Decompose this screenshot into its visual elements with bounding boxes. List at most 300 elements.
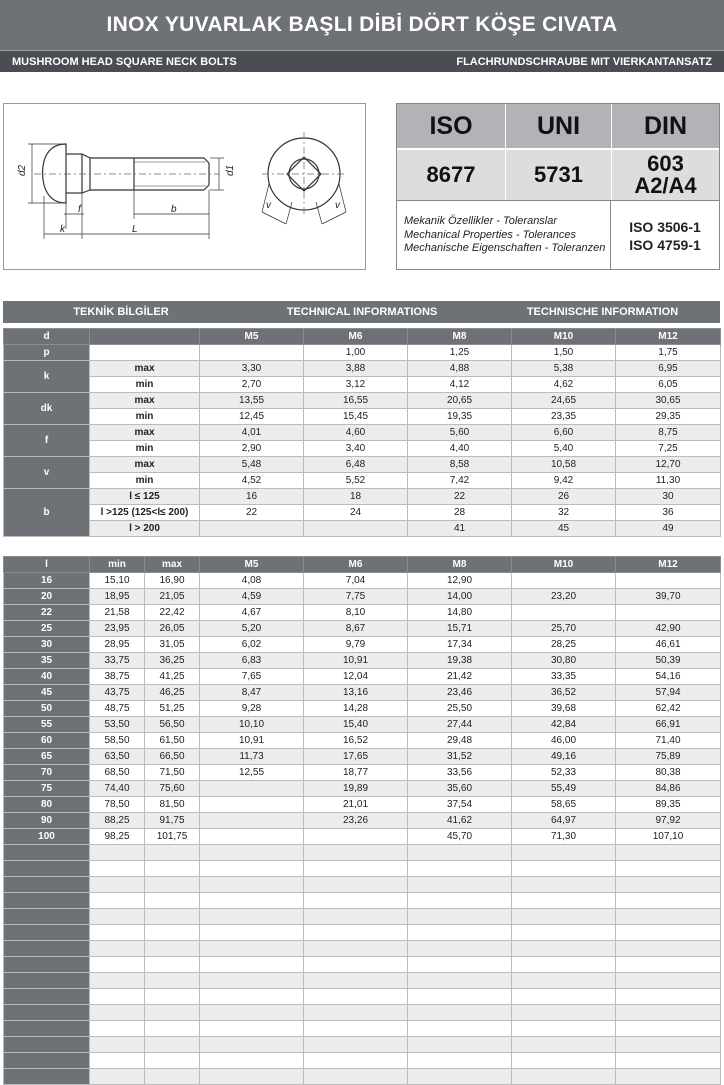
- weights-cell: 28,95: [90, 637, 145, 653]
- weights-cell: 66,50: [145, 749, 200, 765]
- weights-cell: 8,47: [200, 685, 304, 701]
- weights-cell: [616, 1021, 721, 1037]
- weights-cell: 9,28: [200, 701, 304, 717]
- weights-cell: 89,35: [616, 797, 721, 813]
- weights-cell: [616, 605, 721, 621]
- weights-row: [4, 669, 721, 685]
- weights-cell: [200, 845, 304, 861]
- weights-cell: 4,59: [200, 589, 304, 605]
- subtitle-bar: [0, 50, 724, 72]
- weights-cell: [145, 861, 200, 877]
- dims-row: [4, 377, 721, 393]
- weights-cell: 41,25: [145, 669, 200, 685]
- weights-cell: 58,50: [90, 733, 145, 749]
- dims-cell: 16: [200, 489, 304, 505]
- weights-cell: 48,75: [90, 701, 145, 717]
- weights-cell: 46,61: [616, 637, 721, 653]
- section-label-tr: TEKNİK BİLGİLER: [73, 306, 169, 318]
- weights-cell: [145, 1005, 200, 1021]
- dims-cell: [200, 345, 304, 361]
- dims-row: [4, 489, 721, 505]
- weights-cell: [512, 957, 616, 973]
- weights-cell: [200, 829, 304, 845]
- weights-cell: [145, 941, 200, 957]
- weights-cell: 74,40: [90, 781, 145, 797]
- dims-cell: 6,95: [616, 361, 721, 377]
- weights-row: [4, 989, 721, 1005]
- weights-cell: [616, 1069, 721, 1085]
- dim-label-d2: d2: [17, 164, 28, 176]
- page-title: INOX YUVARLAK BAŞLI DİBİ DÖRT KÖŞE CIVATA: [0, 0, 724, 50]
- dims-row-sublabel: min: [90, 409, 200, 425]
- weights-cell: 12,55: [200, 765, 304, 781]
- weights-cell: 45,70: [408, 829, 512, 845]
- weights-row: [4, 797, 721, 813]
- weights-cell: [408, 893, 512, 909]
- weights-cell: [408, 1037, 512, 1053]
- weights-cell: 91,75: [145, 813, 200, 829]
- dims-row-sublabel: max: [90, 425, 200, 441]
- dims-cell: 23,35: [512, 409, 616, 425]
- weights-header-cell: M12: [616, 557, 721, 573]
- dims-cell: 5,52: [304, 473, 408, 489]
- dims-row-sublabel: max: [90, 361, 200, 377]
- weights-cell: 4,08: [200, 573, 304, 589]
- weights-cell: [408, 1021, 512, 1037]
- weights-length-label: [4, 1021, 90, 1037]
- tolerance-notes: [397, 201, 611, 270]
- subtitle-german: FLACHRUNDSCHRAUBE MIT VIERKANTANSATZ: [456, 55, 712, 68]
- weights-length-label: [4, 989, 90, 1005]
- weights-row: [4, 621, 721, 637]
- weights-cell: 58,65: [512, 797, 616, 813]
- weights-cell: [90, 1021, 145, 1037]
- weights-cell: 11,73: [200, 749, 304, 765]
- weights-header-cell: M5: [200, 557, 304, 573]
- dims-cell: 4,60: [304, 425, 408, 441]
- dims-row-label: v: [4, 457, 90, 489]
- weights-row: [4, 653, 721, 669]
- weights-cell: [90, 1069, 145, 1085]
- weights-length-label: [4, 893, 90, 909]
- weights-cell: 18,95: [90, 589, 145, 605]
- weights-cell: 33,35: [512, 669, 616, 685]
- weights-cell: 36,25: [145, 653, 200, 669]
- din-number: 603: [647, 151, 684, 176]
- dims-row-sublabel: min: [90, 473, 200, 489]
- dims-cell: 12,45: [200, 409, 304, 425]
- weights-cell: 52,33: [512, 765, 616, 781]
- dims-cell: 1,75: [616, 345, 721, 361]
- weights-cell: [304, 893, 408, 909]
- subtitle-english: MUSHROOM HEAD SQUARE NECK BOLTS: [12, 55, 237, 68]
- weights-cell: [90, 893, 145, 909]
- weights-cell: [304, 1005, 408, 1021]
- weights-cell: [304, 1037, 408, 1053]
- weights-cell: [512, 1037, 616, 1053]
- weights-cell: [90, 877, 145, 893]
- weights-cell: 19,38: [408, 653, 512, 669]
- weights-cell: 7,65: [200, 669, 304, 685]
- dims-cell: 3,12: [304, 377, 408, 393]
- weights-cell: [200, 973, 304, 989]
- weights-cell: 84,86: [616, 781, 721, 797]
- weights-cell: [616, 893, 721, 909]
- section-header-bar: [3, 301, 720, 323]
- weights-cell: [512, 941, 616, 957]
- weights-cell: [408, 973, 512, 989]
- weights-cell: [512, 925, 616, 941]
- dims-cell: 4,12: [408, 377, 512, 393]
- weights-cell: [145, 989, 200, 1005]
- weights-cell: [90, 909, 145, 925]
- weights-cell: [408, 941, 512, 957]
- weights-cell: [512, 1021, 616, 1037]
- section-label-de: TECHNISCHE INFORMATION: [526, 306, 679, 318]
- dims-cell: 29,35: [616, 409, 721, 425]
- weights-cell: [304, 1053, 408, 1069]
- weights-cell: [512, 1053, 616, 1069]
- dims-cell: 9,42: [512, 473, 616, 489]
- dims-header-cell: M10: [512, 329, 616, 345]
- weights-cell: [145, 925, 200, 941]
- weights-row: [4, 813, 721, 829]
- weights-cell: 43,75: [90, 685, 145, 701]
- dims-cell: 20,65: [408, 393, 512, 409]
- weights-cell: [512, 605, 616, 621]
- weights-cell: [512, 893, 616, 909]
- weights-cell: [408, 925, 512, 941]
- weights-cell: 15,10: [90, 573, 145, 589]
- weights-cell: [408, 1069, 512, 1085]
- section-label-en: TECHNICAL INFORMATIONS: [286, 306, 438, 318]
- weights-cell: 71,50: [145, 765, 200, 781]
- weights-cell: [145, 845, 200, 861]
- weights-cell: 42,84: [512, 717, 616, 733]
- dims-cell: 16,55: [304, 393, 408, 409]
- material-grade: A2/A4: [634, 173, 697, 198]
- weights-cell: 16,52: [304, 733, 408, 749]
- weights-cell: 71,30: [512, 829, 616, 845]
- weights-cell: 21,05: [145, 589, 200, 605]
- weights-cell: 26,05: [145, 621, 200, 637]
- dims-cell: 4,88: [408, 361, 512, 377]
- weights-cell: 23,26: [304, 813, 408, 829]
- dims-row: [4, 441, 721, 457]
- weights-header-cell: M10: [512, 557, 616, 573]
- weights-cell: [512, 573, 616, 589]
- note-de: Mechanische Eigenschaften - Toleranzen: [404, 242, 606, 254]
- weights-cell: 16,90: [145, 573, 200, 589]
- weights-cell: [512, 973, 616, 989]
- weights-length-label: 35: [4, 653, 90, 669]
- weights-cell: [408, 957, 512, 973]
- weights-cell: 14,80: [408, 605, 512, 621]
- dims-cell: 7,25: [616, 441, 721, 457]
- weights-row: [4, 637, 721, 653]
- weights-cell: [408, 861, 512, 877]
- dims-row: [4, 393, 721, 409]
- weights-cell: [304, 1021, 408, 1037]
- weights-cell: [145, 909, 200, 925]
- dims-row-label: dk: [4, 393, 90, 425]
- weights-cell: 66,91: [616, 717, 721, 733]
- weights-cell: 28,25: [512, 637, 616, 653]
- weights-cell: 33,56: [408, 765, 512, 781]
- weights-cell: [408, 877, 512, 893]
- weights-length-label: 22: [4, 605, 90, 621]
- weights-cell: 61,50: [145, 733, 200, 749]
- weights-row: [4, 957, 721, 973]
- weights-length-label: [4, 845, 90, 861]
- bolt-drawing: [4, 104, 365, 269]
- dims-cell: 3,40: [304, 441, 408, 457]
- weights-length-label: 65: [4, 749, 90, 765]
- weights-length-label: [4, 1005, 90, 1021]
- weights-cell: [408, 1005, 512, 1021]
- weights-cell: 13,16: [304, 685, 408, 701]
- dims-cell: 4,52: [200, 473, 304, 489]
- weights-cell: 57,94: [616, 685, 721, 701]
- weights-cell: [200, 989, 304, 1005]
- weights-length-label: 25: [4, 621, 90, 637]
- dim-label-d1: d1: [225, 164, 236, 176]
- weights-row: [4, 829, 721, 845]
- dims-cell: 30,65: [616, 393, 721, 409]
- dim-label-v-left: v: [266, 200, 271, 211]
- weights-row: [4, 685, 721, 701]
- weights-cell: 63,50: [90, 749, 145, 765]
- weights-cell: 12,90: [408, 573, 512, 589]
- weights-header-cell: M8: [408, 557, 512, 573]
- weights-row: [4, 973, 721, 989]
- weights-header-row: [4, 557, 721, 573]
- dims-cell: 4,40: [408, 441, 512, 457]
- weights-cell: [200, 797, 304, 813]
- dims-row-sublabel: max: [90, 457, 200, 473]
- weights-length-label: [4, 957, 90, 973]
- weights-cell: [90, 925, 145, 941]
- weights-cell: 101,75: [145, 829, 200, 845]
- weights-cell: 14,00: [408, 589, 512, 605]
- weights-cell: [616, 573, 721, 589]
- dims-cell: [200, 521, 304, 537]
- weights-cell: 31,05: [145, 637, 200, 653]
- iso-references: [611, 201, 719, 270]
- weights-cell: [512, 989, 616, 1005]
- dims-row: [4, 409, 721, 425]
- weights-cell: [200, 1037, 304, 1053]
- weights-length-label: [4, 877, 90, 893]
- weights-length-label: 100: [4, 829, 90, 845]
- dims-header-row: [4, 329, 721, 345]
- standard-din-value: [612, 148, 719, 200]
- weights-length-label: 40: [4, 669, 90, 685]
- dims-row-label: p: [4, 345, 90, 361]
- dims-cell: 3,88: [304, 361, 408, 377]
- weights-cell: [616, 1053, 721, 1069]
- dim-label-b: b: [171, 204, 177, 215]
- weights-cell: [90, 957, 145, 973]
- dims-cell: 1,00: [304, 345, 408, 361]
- note-en: Mechanical Properties - Tolerances: [404, 228, 577, 241]
- weights-cell: 39,70: [616, 589, 721, 605]
- dims-cell: 8,58: [408, 457, 512, 473]
- weights-cell: 68,50: [90, 765, 145, 781]
- weights-cell: [200, 781, 304, 797]
- weights-cell: [145, 893, 200, 909]
- dims-cell: 2,70: [200, 377, 304, 393]
- weights-cell: [616, 1037, 721, 1053]
- weights-cell: [408, 989, 512, 1005]
- weights-cell: 41,62: [408, 813, 512, 829]
- dims-cell: [304, 521, 408, 537]
- weights-row: [4, 781, 721, 797]
- weights-header-cell: min: [90, 557, 145, 573]
- dims-cell: 1,50: [512, 345, 616, 361]
- dims-row: [4, 361, 721, 377]
- dims-cell: 41: [408, 521, 512, 537]
- dims-cell: 8,75: [616, 425, 721, 441]
- weights-row: [4, 701, 721, 717]
- weights-length-label: [4, 1037, 90, 1053]
- weights-cell: 27,44: [408, 717, 512, 733]
- weights-length-label: 80: [4, 797, 90, 813]
- weights-cell: [616, 941, 721, 957]
- weights-cell: 25,50: [408, 701, 512, 717]
- weights-cell: 75,60: [145, 781, 200, 797]
- weights-cell: 15,71: [408, 621, 512, 637]
- weights-cell: [408, 909, 512, 925]
- weights-row: [4, 605, 721, 621]
- weights-cell: [304, 1069, 408, 1085]
- dim-label-l: L: [132, 224, 138, 235]
- weights-cell: [90, 941, 145, 957]
- weights-cell: 107,10: [616, 829, 721, 845]
- dims-row-sublabel: max: [90, 393, 200, 409]
- dims-cell: 4,01: [200, 425, 304, 441]
- dims-row-sublabel: min: [90, 441, 200, 457]
- weights-cell: 17,34: [408, 637, 512, 653]
- dims-row: [4, 345, 721, 361]
- iso-ref-4759: ISO 4759-1: [629, 236, 701, 253]
- weights-cell: 23,95: [90, 621, 145, 637]
- dims-header-cell: d: [4, 329, 90, 345]
- dims-cell: 22: [200, 505, 304, 521]
- dims-row-label: k: [4, 361, 90, 393]
- weights-cell: 54,16: [616, 669, 721, 685]
- weights-cell: [200, 877, 304, 893]
- weights-cell: [90, 1037, 145, 1053]
- dims-cell: 24: [304, 505, 408, 521]
- weights-cell: 75,89: [616, 749, 721, 765]
- weights-length-label: [4, 1069, 90, 1085]
- dims-cell: 26: [512, 489, 616, 505]
- weights-length-label: 55: [4, 717, 90, 733]
- weights-row: [4, 1005, 721, 1021]
- weights-row: [4, 845, 721, 861]
- weights-cell: 14,28: [304, 701, 408, 717]
- weights-cell: 98,25: [90, 829, 145, 845]
- weights-cell: [200, 861, 304, 877]
- weights-header-cell: max: [145, 557, 200, 573]
- weights-length-label: [4, 861, 90, 877]
- weights-cell: [90, 973, 145, 989]
- dims-row-sublabel: min: [90, 377, 200, 393]
- weights-cell: [145, 1037, 200, 1053]
- dims-row-sublabel: [90, 345, 200, 361]
- weights-row: [4, 909, 721, 925]
- weights-row: [4, 717, 721, 733]
- weights-row: [4, 861, 721, 877]
- weights-cell: [200, 813, 304, 829]
- weights-cell: [90, 861, 145, 877]
- weights-cell: [512, 861, 616, 877]
- weights-cell: [304, 925, 408, 941]
- weights-cell: 4,67: [200, 605, 304, 621]
- weights-length-label: 50: [4, 701, 90, 717]
- weights-cell: [304, 909, 408, 925]
- weights-cell: [304, 941, 408, 957]
- dimensions-table: [3, 328, 721, 537]
- weights-cell: [145, 877, 200, 893]
- dims-cell: 36: [616, 505, 721, 521]
- weights-row: [4, 941, 721, 957]
- weights-cell: [616, 1005, 721, 1021]
- dims-cell: 19,35: [408, 409, 512, 425]
- weights-cell: [200, 925, 304, 941]
- weights-cell: 6,83: [200, 653, 304, 669]
- weights-row: [4, 765, 721, 781]
- weights-cell: [616, 877, 721, 893]
- standard-din-header: DIN: [612, 104, 719, 148]
- weights-cell: 8,67: [304, 621, 408, 637]
- dims-row: [4, 425, 721, 441]
- standard-uni-value: 5731: [506, 148, 612, 200]
- standard-iso-value: 8677: [397, 148, 506, 200]
- weights-cell: [90, 845, 145, 861]
- weights-cell: [304, 861, 408, 877]
- dims-cell: 24,65: [512, 393, 616, 409]
- weights-cell: 21,01: [304, 797, 408, 813]
- weights-cell: [200, 1069, 304, 1085]
- weights-cell: 36,52: [512, 685, 616, 701]
- weights-cell: [616, 973, 721, 989]
- weights-cell: 21,58: [90, 605, 145, 621]
- dims-row-sublabel: l >125 (125<l≤ 200): [90, 505, 200, 521]
- weights-cell: 51,25: [145, 701, 200, 717]
- weights-cell: [616, 989, 721, 1005]
- dims-cell: 45: [512, 521, 616, 537]
- weights-cell: [616, 861, 721, 877]
- dims-cell: 5,60: [408, 425, 512, 441]
- weights-table: [3, 556, 721, 1085]
- dims-cell: 3,30: [200, 361, 304, 377]
- dims-cell: 11,30: [616, 473, 721, 489]
- weights-cell: 9,79: [304, 637, 408, 653]
- weights-cell: [145, 1021, 200, 1037]
- weights-cell: [145, 957, 200, 973]
- weights-cell: 50,39: [616, 653, 721, 669]
- note-tr: Mekanik Özellikler - Toleranslar: [404, 215, 558, 227]
- weights-cell: [304, 989, 408, 1005]
- weights-cell: 55,49: [512, 781, 616, 797]
- dims-cell: 12,70: [616, 457, 721, 473]
- weights-cell: [200, 1005, 304, 1021]
- weights-cell: [90, 989, 145, 1005]
- weights-cell: 88,25: [90, 813, 145, 829]
- dims-cell: 49: [616, 521, 721, 537]
